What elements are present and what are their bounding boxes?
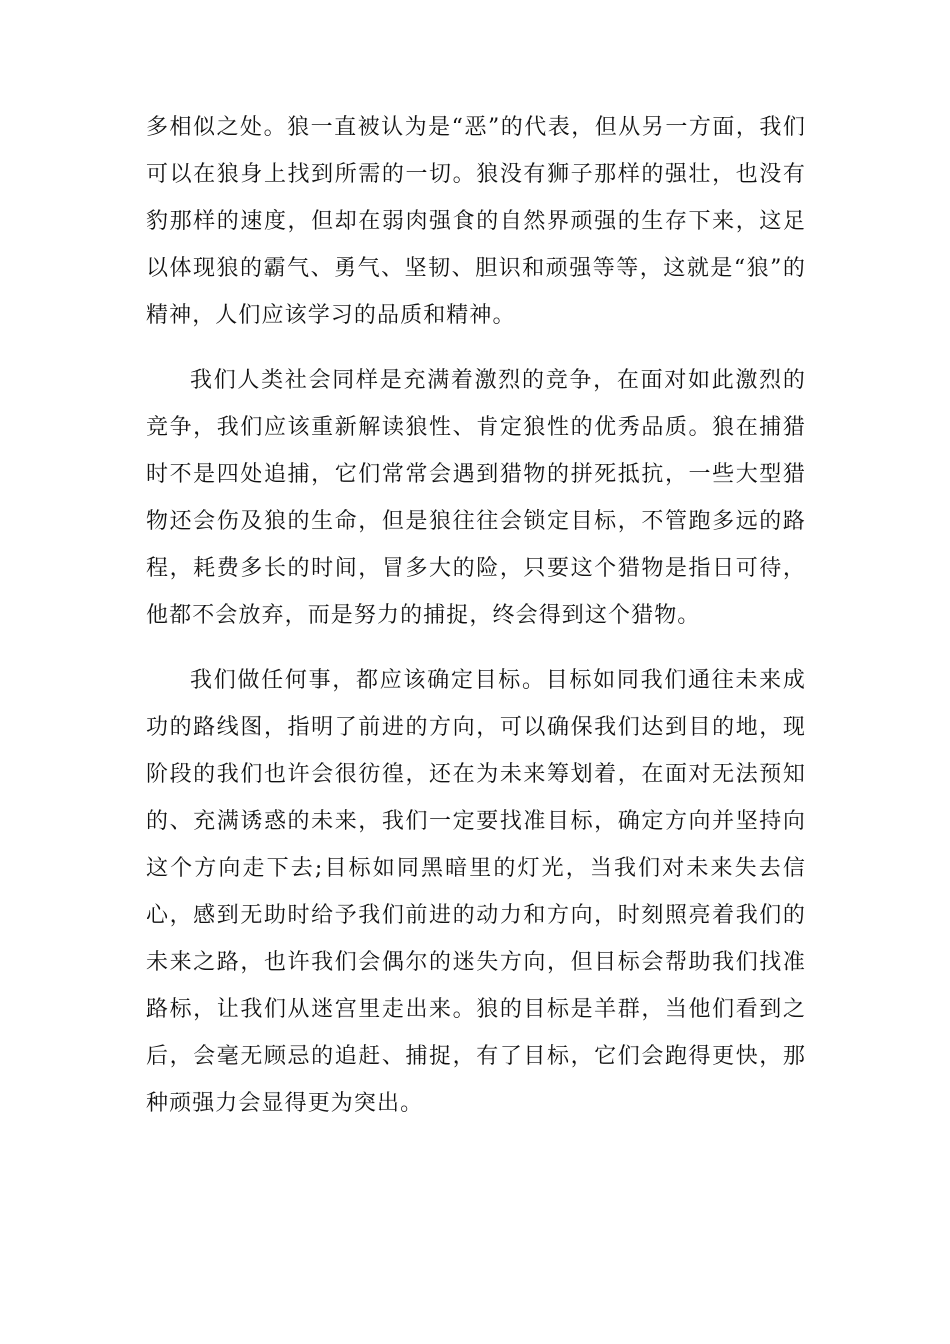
paragraph-gap (146, 639, 806, 657)
paragraph-3: 我们做任何事，都应该确定目标。目标如同我们通往未来成功的路线图，指明了前进的方向，可以确保我们达到目的地，现阶段的我们也许会很彷徨，还在为未来筹划着，在面对无法预知的、充满诱惑的未来，我们一定要找准目标，确定方向并坚持向这个方向走下去;目标如同黑暗里的灯光，当我们对未来失去信心，感到无助时给予我们前进的动力和方向，时刻照亮着我们的未来之路，也许我们会偶尔的迷失方向，但目标会帮助我们找准路标，让我们从迷宫里走出来。狼的目标是羊群，当他们看到之后，会毫无顾忌的追赶、捕捉，有了目标，它们会跑得更快，那种顽强力会显得更为突出。 (146, 668, 806, 1116)
paragraph-2: 我们人类社会同样是充满着激烈的竞争，在面对如此激烈的竞争，我们应该重新解读狼性、肯定狼性的优秀品质。狼在捕猎时不是四处追捕，它们常常会遇到猎物的拼死抵抗，一些大型猎物还会伤及狼的生命，但是狼往往会锁定目标，不管跑多远的路程，耗费多长的时间，冒多大的险，只要这个猎物是指日可待，他都不会放弃，而是努力的捕捉，终会得到这个猎物。 (146, 368, 806, 628)
paragraph-1: 多相似之处。狼一直被认为是“恶”的代表，但从另一方面，我们可以在狼身上找到所需的一切。狼没有狮子那样的强壮，也没有豹那样的速度，但却在弱肉强食的自然界顽强的生存下来，这足以体现狼的霸气、勇气、坚韧、胆识和顽强等等，这就是“狼”的精神，人们应该学习的品质和精神。 (146, 115, 806, 328)
paragraph-gap (146, 339, 806, 357)
document-body (146, 104, 806, 1127)
